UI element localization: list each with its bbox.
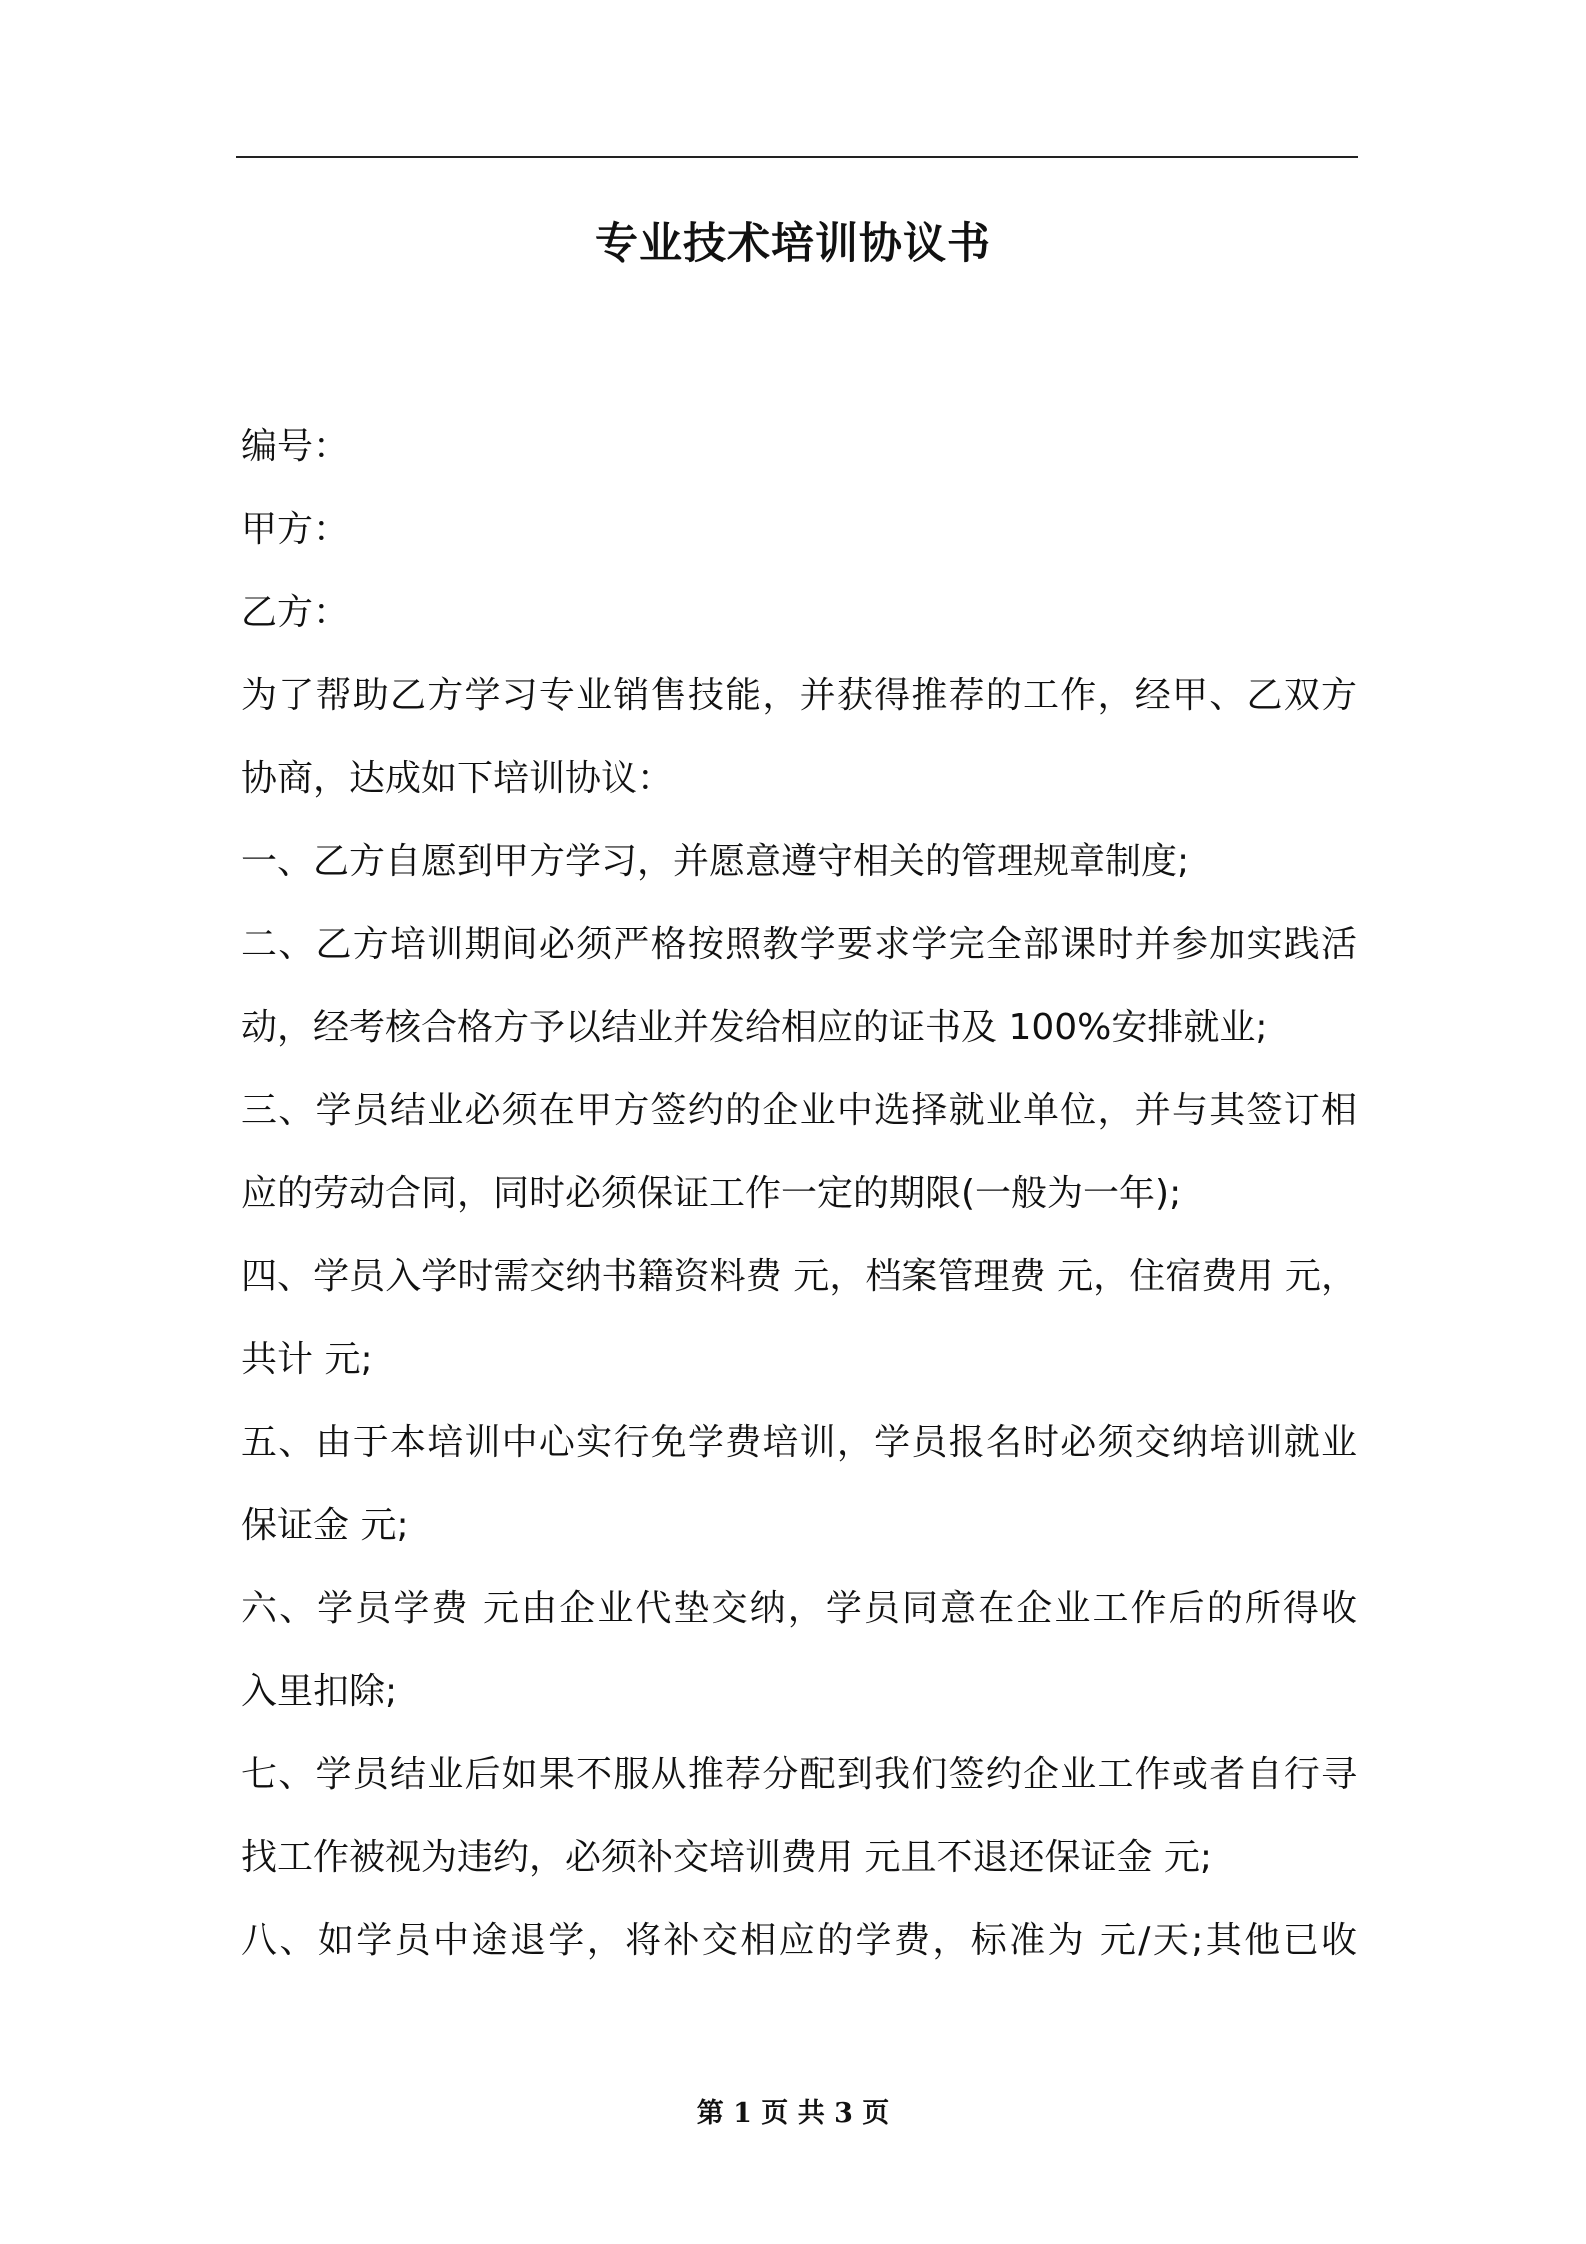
preamble-line: 协商，达成如下培训协议： — [241, 758, 674, 799]
clause-line: 六、学员学费 元由企业代垫交纳，学员同意在企业工作后的所得收 — [241, 1588, 1357, 1629]
clause-line: 入里扣除; — [241, 1671, 398, 1712]
clause-line: 三、学员结业必须在甲方签约的企业中选择就业单位，并与其签订相 — [241, 1090, 1357, 1131]
page-number: 第 1 页 共 3 页 — [696, 2098, 890, 2129]
clause-line: 二、乙方培训期间必须严格按照教学要求学完全部课时并参加实践活 — [241, 924, 1357, 965]
document-body — [241, 405, 1357, 1982]
field-party-a: 甲方： — [241, 509, 350, 550]
clause-line: 动，经考核合格方予以结业并发给相应的证书及 100%安排就业; — [241, 1007, 1268, 1048]
clause-line: 七、学员结业后如果不服从推荐分配到我们签约企业工作或者自行寻 — [241, 1754, 1357, 1795]
clause-line: 四、学员入学时需交纳书籍资料费 元，档案管理费 元，住宿费用 元， — [241, 1256, 1357, 1297]
header-rule — [236, 156, 1358, 158]
clause-line: 应的劳动合同，同时必须保证工作一定的期限(一般为一年); — [241, 1173, 1182, 1214]
clause-line: 共计 元; — [241, 1339, 373, 1380]
clause-line: 五、由于本培训中心实行免学费培训，学员报名时必须交纳培训就业 — [241, 1422, 1357, 1463]
preamble-line: 为了帮助乙方学习专业销售技能，并获得推荐的工作，经甲、乙双方 — [241, 675, 1357, 716]
document-title: 专业技术培训协议书 — [595, 219, 991, 269]
clause-line: 找工作被视为违约，必须补交培训费用 元且不退还保证金 元; — [241, 1837, 1213, 1878]
clause-line: 一、乙方自愿到甲方学习，并愿意遵守相关的管理规章制度; — [241, 841, 1190, 882]
clause-line: 八、如学员中途退学，将补交相应的学费，标准为 元/天;其他已收 — [241, 1920, 1357, 1961]
field-party-b: 乙方： — [241, 592, 350, 633]
clause-line: 保证金 元; — [241, 1505, 409, 1546]
field-number: 编号： — [241, 426, 350, 467]
